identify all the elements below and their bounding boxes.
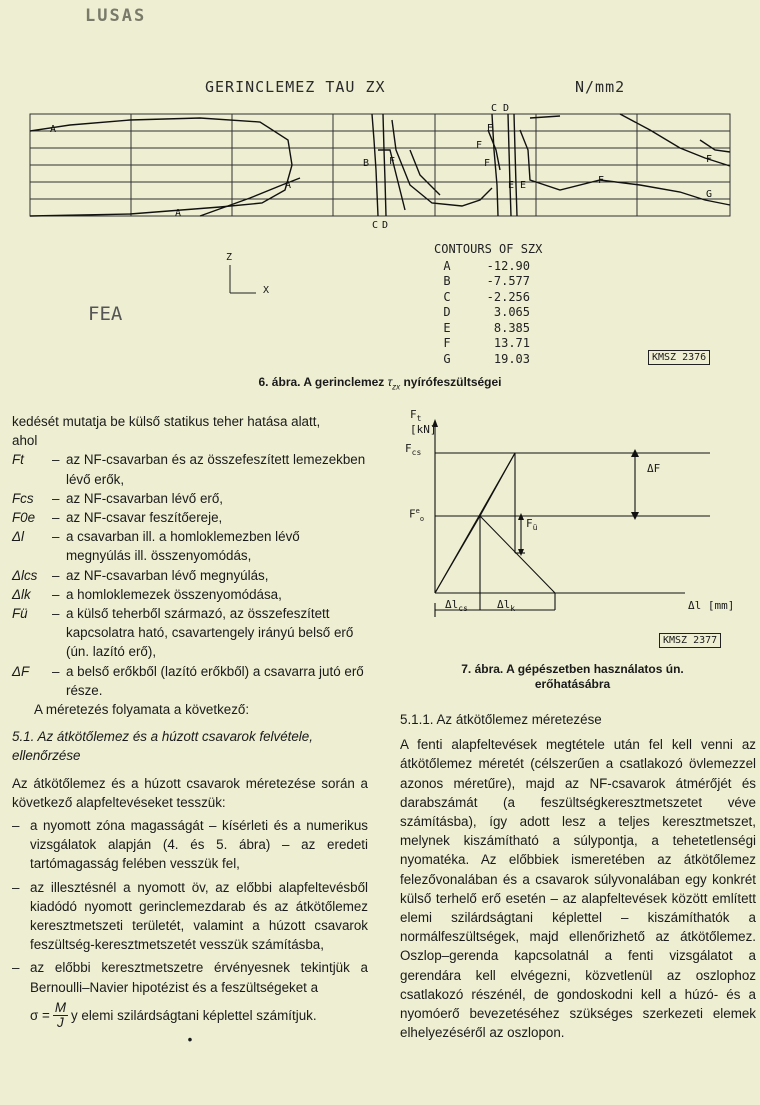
contour-value: -2.256	[486, 289, 530, 304]
definition-dash: –	[52, 529, 60, 545]
definition-text: a belső erőkből (lazító erőkből) a csavarra jutó erő része.	[66, 663, 364, 698]
definition-text: az NF-csavar feszítőereje,	[66, 510, 223, 526]
intro-line1: kedését mutatja be külső statikus teher hatása alatt,	[12, 414, 321, 429]
contour-row	[434, 336, 542, 352]
bullet-mark: –	[12, 879, 20, 895]
dot-mark: •	[187, 1031, 193, 1047]
contour-value: 19.03	[493, 351, 530, 366]
definition-dash: –	[52, 510, 60, 526]
contours-legend	[434, 242, 542, 367]
bolt-line	[435, 516, 480, 593]
axis-x-label: X	[263, 285, 270, 296]
definition-dash: –	[52, 663, 60, 679]
fig7-ylabel: $F_t$ [kN]	[410, 408, 437, 437]
plate-line	[480, 516, 555, 593]
contour-key: G	[443, 351, 451, 366]
section-5-1-para: Az átkötőlemez és a húzott csavarok méretezése során a következő alapfeltevéseket tesszük:	[12, 775, 368, 810]
contour-value: 3.065	[493, 305, 530, 319]
fig7-fu-label: $F_ü$	[526, 517, 538, 533]
figure6-code: KMSZ 2376	[648, 350, 710, 365]
contour-key: A	[443, 258, 451, 273]
bullet-mark: –	[12, 960, 20, 976]
definition-sym: Δl	[12, 529, 24, 545]
figure6-caption: 6. ábra. A gerinclemez $\tau_{zx}$ nyírófeszültségei	[258, 375, 502, 392]
contour-row	[434, 290, 542, 306]
figure6-title: GERINCLEMEZ TAU ZX	[205, 78, 386, 96]
plot-grid	[30, 114, 730, 216]
section-5-1-1-title: 5.1.1. Az átkötőlemez méretezése	[400, 712, 602, 727]
svg-text:A: A	[50, 124, 57, 135]
definition-text: a csavarban ill. a homloklemezben lévő megnyúlás ill. összenyomódás,	[66, 529, 300, 564]
contour-key: E	[443, 320, 451, 335]
definition-text: az NF-csavarban lévő megnyúlás,	[66, 567, 269, 583]
fig7-deltaF-label: ΔF	[647, 462, 661, 475]
svg-text:E: E	[508, 180, 515, 191]
bullet-mark: –	[12, 818, 20, 834]
figure6-contour-plot	[0, 0, 760, 240]
section-5-1-title: 5.1. Az átkötőlemez és a húzott csavarok felvétele, ellenőrzése	[12, 729, 313, 764]
svg-text:C: C	[372, 220, 379, 231]
contour-key: C	[443, 289, 451, 304]
svg-text:G: G	[706, 189, 713, 200]
definition-dash: –	[52, 452, 60, 468]
contours-title: CONTOURS OF SZX	[434, 242, 543, 256]
definition-text: az NF-csavarban és az összefeszített lemezekben lévő erők,	[66, 452, 366, 487]
definition-dash: –	[52, 567, 60, 583]
svg-text:C: C	[491, 103, 498, 114]
definition-sym: F0e	[12, 510, 36, 526]
definition-item	[12, 527, 368, 565]
bullet-list	[12, 816, 368, 997]
definition-item	[12, 604, 368, 662]
contour-row	[434, 321, 542, 337]
fig7-dlk-label: $\Delta l_k$	[497, 598, 516, 614]
definition-item	[12, 662, 368, 700]
definition-item	[12, 508, 368, 527]
fig7-xlabel: Δl [mm]	[688, 599, 735, 612]
definition-item	[12, 450, 368, 488]
contour-value: 8.385	[493, 320, 530, 335]
svg-text:F: F	[389, 156, 396, 167]
definition-text: az NF-csavarban lévő erő,	[66, 490, 224, 506]
formula-fraction: $\frac{M}{J}$	[54, 999, 66, 1030]
svg-text:F: F	[476, 140, 483, 151]
figure6-unit: N/mm2	[575, 78, 626, 96]
definition-item	[12, 585, 368, 604]
svg-text:F: F	[484, 158, 491, 169]
bullet-text: a nyomott zóna magasságát – kísérleti és a numerikus vizsgálatok alapján (4. és 5. ábra) – az eredeti tartómagasság felében vesszük fel,	[30, 818, 368, 872]
definition-sym: Fcs	[12, 490, 34, 506]
fig7-fcs-label: $F_{cs}$	[405, 442, 422, 458]
contour-row	[434, 274, 542, 290]
right-column	[400, 710, 756, 1042]
bullet-text: az illesztésnél a nyomott öv, az előbbi alapfeltevésből kiadódó nyomott gerinclemezdarab és az átkötőlemez keresztmetszeti területét, valamint a húzott csavarok feszültség-keresztmetszetét vesszük számításba,	[30, 879, 368, 953]
after-defs: A méretezés folyamata a következő:	[34, 702, 250, 718]
contour-key: B	[443, 274, 451, 288]
definition-list	[12, 450, 368, 700]
formula-line: σ = $\frac{M}{J}$ y elemi szilárdságtani képlettel számítjuk.	[30, 999, 317, 1030]
figure7-caption: 7. ábra. A gépészetben használatos ún. erőhatásábra	[461, 662, 684, 691]
fea-label: FEA	[88, 303, 123, 325]
left-column	[12, 412, 368, 1049]
definition-text: a külső teherből származó, az összefeszített kapcsolatra ható, csavartengely irányú belső erő (ún. lazító erő),	[66, 606, 354, 660]
contour-value: 13.71	[493, 336, 530, 350]
contour-row	[434, 305, 542, 321]
intro-line2: ahol	[12, 433, 38, 449]
svg-text:D: D	[382, 220, 389, 231]
definition-sym: Fü	[12, 606, 28, 622]
contour-value: -12.90	[486, 258, 530, 273]
svg-text:E: E	[487, 123, 494, 134]
definition-sym: Δlcs	[12, 567, 38, 583]
definition-text: a homloklemezek összenyomódása,	[66, 586, 282, 602]
svg-text:A: A	[285, 180, 292, 191]
bullet-item	[12, 958, 368, 996]
definition-item	[12, 489, 368, 508]
section-5-1-1-para: A fenti alapfeltevések megtétele után fel kell venni az átkötőlemez méretét (célszerűen a csatlakozó övlemezzel azonos méretűre), majd az NF-csavarok átmérőjét és darabszámát (a feszültségkeresztmetszetet véve számításba), így adott lesz a teljes keresztmetszet, melynek kiszámítható a súlypontja, a tehetetlenségi nyomatéka. Az előbbiek ismeretében az átkötőlemez felezővonalában és a csavarok súlyvonalában egy konkrét külső terhelő erő esetén – az alapfeltevések között említett elemi szilárdságtani képlettel – kiszámíthatók a normálfeszültségek, majd ellenőrizhető az átkötőlemez. Oszlop–gerenda kapcsolatnál a fenti vizsgálatot a gerendára kell elvégezni, közvetlenül az oszlophoz csatlakozó részénél, de gondoskodni kell a húzó- és a nyomóerő bevezetéséhez szükséges szerkezeti elemek elhelyezéséről az oszlopon.	[400, 737, 756, 1041]
lusas-logo: LUSAS	[85, 6, 147, 26]
figure7-code: KMSZ 2377	[659, 633, 721, 648]
svg-text:B: B	[363, 158, 370, 169]
bullet-item	[12, 816, 368, 874]
contour-key: F	[443, 336, 451, 350]
svg-text:D: D	[503, 103, 510, 114]
contour-row	[434, 352, 542, 368]
definition-dash: –	[52, 586, 60, 602]
fig7-f0-label: $F^e_o$	[409, 507, 425, 523]
definition-sym: ΔF	[12, 663, 30, 679]
definition-dash: –	[52, 606, 60, 622]
definition-sym: Ft	[12, 452, 24, 468]
fig7-dlcs-label: $\Delta l_{cs}$	[445, 598, 468, 614]
definition-item	[12, 566, 368, 585]
svg-text:E: E	[520, 180, 527, 191]
svg-text:A: A	[175, 208, 182, 219]
svg-text:F: F	[598, 175, 605, 186]
svg-text:F: F	[706, 154, 713, 165]
definition-sym: Δlk	[12, 586, 31, 602]
bullet-item	[12, 878, 368, 955]
axis-z-label: Z	[226, 252, 233, 263]
contour-row	[434, 259, 542, 275]
definition-dash: –	[52, 490, 60, 506]
contour-key: D	[443, 305, 451, 319]
contour-value: -7.577	[486, 274, 530, 288]
bullet-text: az előbbi keresztmetszetre érvényesnek tekintjük a Bernoulli–Navier hipotézist és a feszültségeket a	[30, 960, 368, 995]
